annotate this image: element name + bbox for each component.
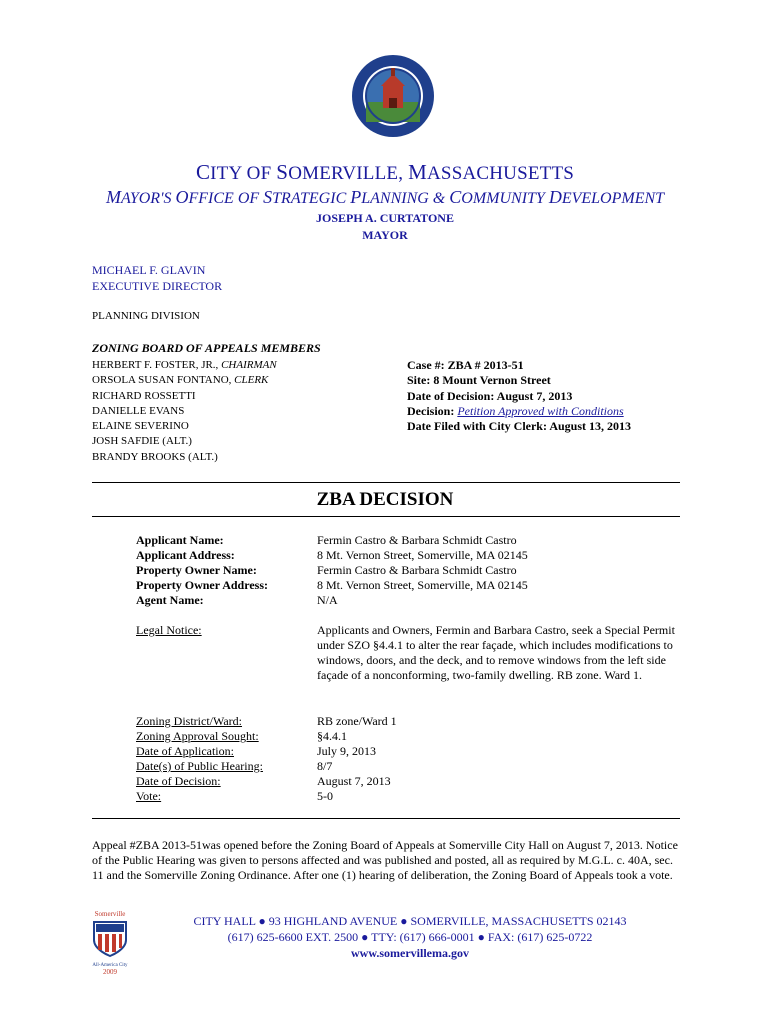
details-values: RB zone/Ward 1 §4.4.1 July 9, 2013 8/7 August 7, 2013 5-0 bbox=[317, 714, 397, 803]
details-labels: Zoning District/Ward: Zoning Approval Sought: Date of Application: Date(s) of Public Hearing: Date of Decision: Vote: bbox=[136, 714, 263, 803]
board-members-list bbox=[92, 358, 277, 465]
footer-address: CITY HALL ● 93 HIGHLAND AVENUE ● SOMERVILLE, MASSACHUSETTS 02143 bbox=[193, 914, 627, 928]
decision-title: ZBA DECISION bbox=[316, 489, 454, 510]
board-heading: ZONING BOARD OF APPEALS MEMBERS bbox=[92, 341, 321, 355]
board-member: JOSH SAFDIE (ALT.) bbox=[92, 435, 192, 448]
board-member: RICHARD ROSSETTI bbox=[92, 389, 196, 402]
appeal-paragraph: Appeal #ZBA 2013-51was opened before the Zoning Board of Appeals at Somerville City Hall on August 7, 2013. Notice of the Public Hearing was given to persons affected and was published and posted, all as required by M.G.L. c. 40A, sec. 11 and the Somerville Zoning Ordinance. After one (1) hearing of deliberation, the Zoning Board of Appeals took a vote. bbox=[92, 838, 678, 883]
board-member: BRANDY BROOKS (ALT.) bbox=[92, 450, 218, 463]
footer-phone: (617) 625-6600 EXT. 2500 ● TTY: (617) 666-0001 ● FAX: (617) 625-0722 bbox=[227, 930, 593, 944]
case-number: Case #: ZBA # 2013-51 bbox=[407, 358, 524, 372]
exec-director-name: MICHAEL F. GLAVIN bbox=[92, 263, 206, 277]
office-title: MAYOR'S OFFICE OF STRATEGIC PLANNING & COMMUNITY DEVELOPMENT bbox=[105, 187, 665, 207]
exec-director-title: EXECUTIVE DIRECTOR bbox=[92, 279, 223, 293]
shield-icon bbox=[90, 918, 130, 958]
city-title: CITY OF SOMERVILLE, MASSACHUSETTS bbox=[195, 160, 575, 184]
applicant-labels: Applicant Name: Applicant Address: Property Owner Name: Property Owner Address: Agent Name: bbox=[136, 533, 268, 607]
city-seal-icon bbox=[351, 54, 435, 138]
legal-notice-text: Applicants and Owners, Fermin and Barbara Castro, seek a Special Permit under SZO §4.4.1 to alter the rear façade, which includes modifications to windows, doors, and the deck, and to remove windows from the left side façade of a nonconforming, two-family dwelling. RB zone. Ward 1. bbox=[317, 623, 675, 682]
divider bbox=[92, 482, 680, 483]
board-member: DANIELLE EVANS bbox=[92, 404, 185, 417]
board-member: ELAINE SEVERINO bbox=[92, 420, 189, 433]
case-date-decision: Date of Decision: August 7, 2013 bbox=[407, 388, 573, 403]
mayor-title: MAYOR bbox=[362, 228, 408, 242]
divider bbox=[92, 516, 680, 517]
case-decision: Decision: Petition Approved with Conditions bbox=[407, 403, 624, 418]
board-member: ORSOLA SUSAN FONTANO, CLERK bbox=[92, 374, 269, 387]
board-member: HERBERT F. FOSTER, JR., CHAIRMAN bbox=[92, 359, 277, 371]
case-date-filed: Date Filed with City Clerk: August 13, 2013 bbox=[407, 419, 631, 434]
legal-notice-label: Legal Notice: bbox=[136, 623, 202, 637]
all-america-city-logo: Somerville All-America City 2009 bbox=[90, 910, 130, 970]
decision-link[interactable]: Petition Approved with Conditions bbox=[457, 403, 624, 418]
case-info bbox=[407, 358, 631, 434]
applicant-values: Fermin Castro & Barbara Schmidt Castro 8 Mt. Vernon Street, Somerville, MA 02145 Fermin Castro & Barbara Schmidt Castro 8 Mt. Vernon Street, Somerville, MA 02145 N/A bbox=[317, 533, 528, 607]
case-site: Site: 8 Mount Vernon Street bbox=[407, 373, 551, 388]
divider bbox=[92, 818, 680, 819]
footer-website-link[interactable]: www.somervillema.gov bbox=[351, 946, 469, 960]
mayor-name: JOSEPH A. CURTATONE bbox=[316, 211, 454, 225]
division-label: PLANNING DIVISION bbox=[92, 310, 200, 322]
